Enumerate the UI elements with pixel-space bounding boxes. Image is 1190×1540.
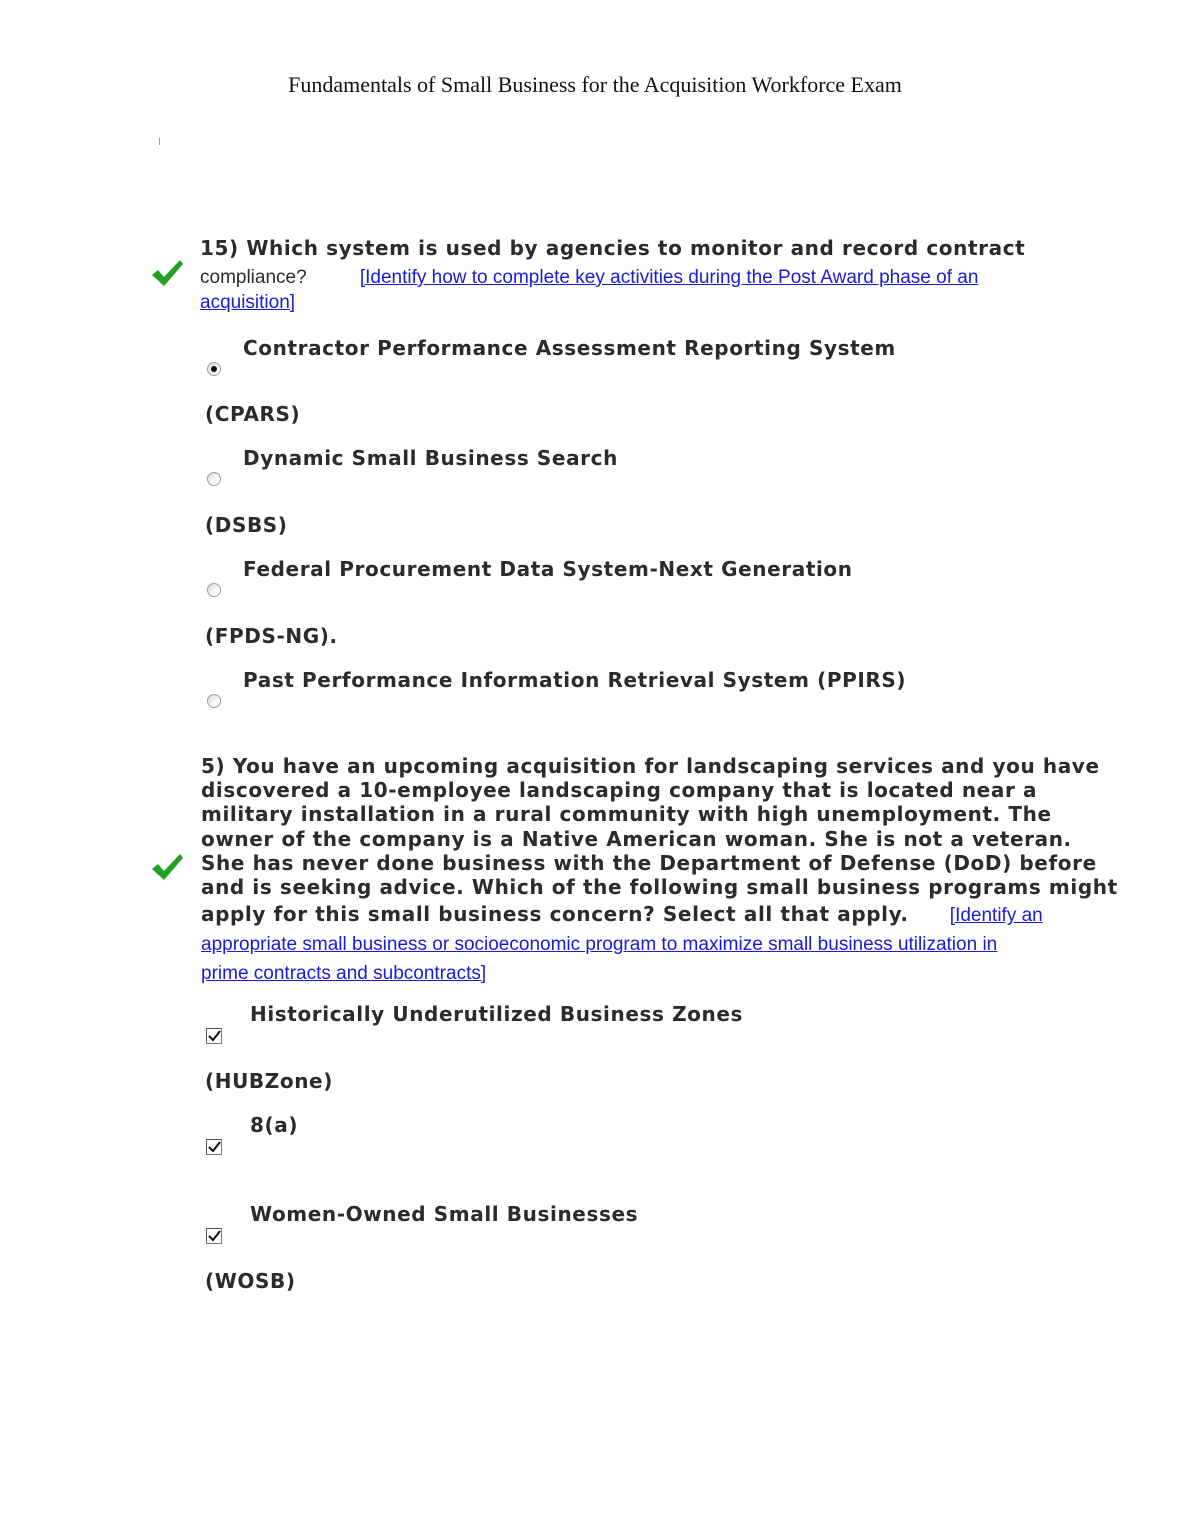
question-5-objective-link-cont[interactable]: appropriate small business or socioeconomic program to maximize small business utilization in <box>201 934 998 956</box>
question-5-text-select-all: apply for this small business concern? Select all that apply. <box>201 902 909 927</box>
question-15 <box>200 236 1060 314</box>
question-15-text-line2 <box>200 264 1060 289</box>
question-15-objective-link-cont[interactable]: acquisition] <box>200 292 296 313</box>
option-label: Dynamic Small Business Search <box>243 446 618 470</box>
option-checkbox-checked[interactable] <box>206 1139 222 1155</box>
question-5-text-line: owner of the company is a Native American woman. She is not a veteran. <box>201 826 1072 851</box>
question-5 <box>201 754 1118 986</box>
question-15-text-line1: 15) Which system is used by agencies to monitor and record contract <box>200 236 1026 260</box>
question-5-text-line: military installation in a rural community with high unemployment. The <box>201 802 1052 827</box>
option-checkbox-checked[interactable] <box>206 1228 222 1244</box>
option-suffix: (DSBS) <box>205 513 288 537</box>
option-radio[interactable] <box>207 472 221 486</box>
question-5-text-line: and is seeking advice. Which of the following small business programs might <box>201 875 1118 900</box>
checkmark-icon <box>208 1030 221 1043</box>
question-5-objective-link-cont[interactable]: prime contracts and subcontracts] <box>201 962 487 984</box>
correct-check-icon <box>150 258 184 288</box>
option-radio[interactable] <box>207 694 221 708</box>
option-label: Past Performance Information Retrieval System (PPIRS) <box>243 668 907 692</box>
question-5-objective-link[interactable]: [Identify an <box>949 905 1043 927</box>
option-radio-selected[interactable] <box>207 362 221 376</box>
option-label: Women-Owned Small Businesses <box>250 1202 639 1226</box>
checkmark-icon <box>208 1141 221 1154</box>
checkmark-icon <box>208 1230 221 1243</box>
option-label: Historically Underutilized Business Zones <box>250 1002 744 1026</box>
option-suffix: (CPARS) <box>205 402 301 426</box>
question-5-text-line: discovered a 10-employee landscaping company that is located near a <box>201 778 1038 803</box>
page-title: Fundamentals of Small Business for the Acquisition Workforce Exam <box>288 72 902 97</box>
scan-mark <box>159 138 160 145</box>
option-checkbox-checked[interactable] <box>206 1028 222 1044</box>
correct-check-icon <box>150 852 184 882</box>
question-15-objective-link[interactable]: [Identify how to complete key activities during the Post Award phase of an <box>359 267 979 288</box>
option-label: Contractor Performance Assessment Reporting System <box>243 336 896 360</box>
question-5-text-line: 5) You have an upcoming acquisition for landscaping services and you have <box>201 754 1100 778</box>
option-label: Federal Procurement Data System-Next Generation <box>243 557 853 581</box>
question-5-text-last-line <box>201 902 1081 928</box>
question-5-text-line: She has never done business with the Department of Defense (DoD) before <box>201 850 1097 875</box>
question-15-text-compliance: compliance? <box>200 267 307 288</box>
option-suffix: (FPDS-NG). <box>205 624 338 648</box>
option-suffix: (WOSB) <box>205 1269 296 1293</box>
option-suffix: (HUBZone) <box>205 1069 333 1093</box>
option-radio[interactable] <box>207 583 221 597</box>
option-label: 8(a) <box>250 1113 299 1137</box>
